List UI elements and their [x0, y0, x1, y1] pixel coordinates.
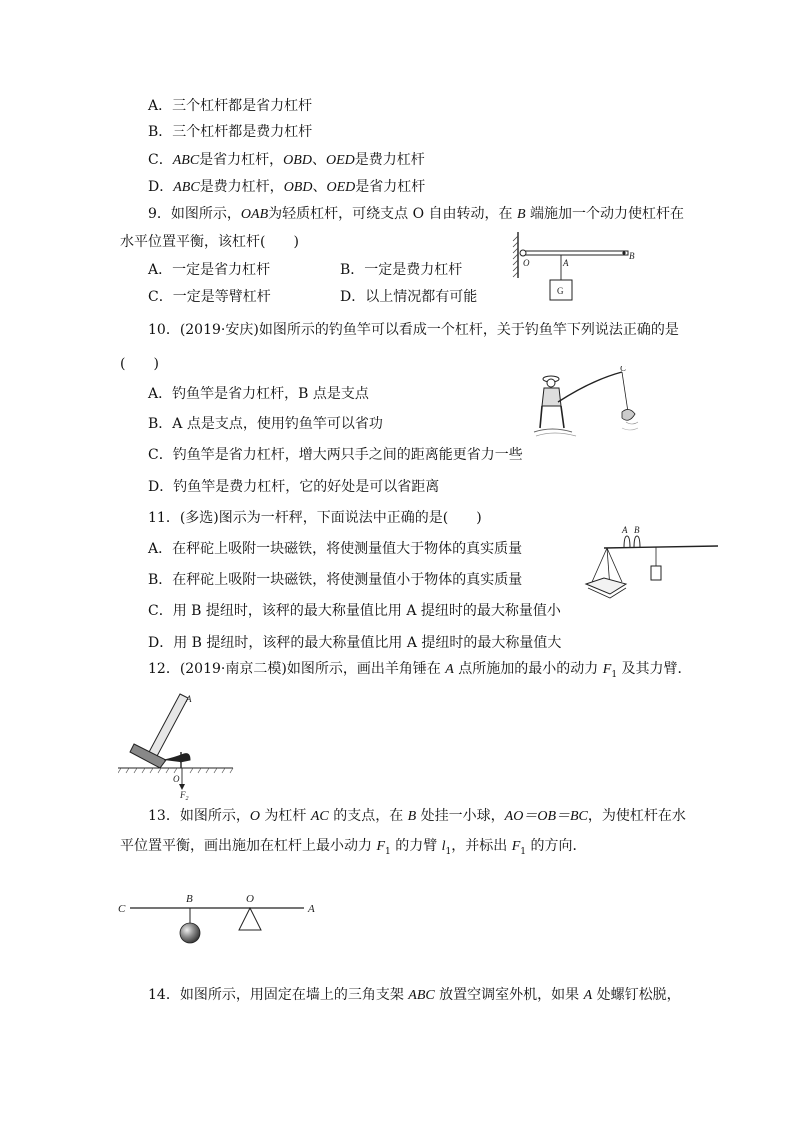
- q12-stem: 12．(2019·南京二模)如图所示，画出羊角锤在 A 点所施加的最小的动力 $F_1$ 及其力臂．: [148, 661, 692, 680]
- q9-label-b: B: [629, 251, 635, 261]
- q9-lever-figure: [508, 228, 638, 306]
- q8-option-a: A．三个杠杆都是省力杠杆: [148, 98, 313, 114]
- q12-claw-hammer-figure: [118, 690, 238, 800]
- q14-stem: 14．如图所示，用固定在墙上的三角支架 ABC 放置空调室外机，如果 A 处螺钉松脱，: [148, 987, 681, 1003]
- q13-lever-figure: [116, 890, 326, 948]
- q11-option-a: A．在秤砣上吸附一块磁铁，将使测量值大于物体的真实质量: [148, 541, 523, 557]
- q13-stem-line1: 13．如图所示，O 为杠杆 AC 的支点，在 B 处挂一小球，AO＝OB＝BC，为使杠杆在水: [148, 808, 686, 824]
- q13-label-o: O: [246, 893, 254, 905]
- q13-label-c: C: [118, 903, 126, 915]
- q9-stem-line2: 水平位置平衡，该杠杆( ): [120, 234, 299, 250]
- q11-label-b: B: [634, 525, 640, 535]
- q11-label-a: A: [622, 525, 628, 535]
- q13-label-b: B: [186, 893, 193, 905]
- q9-stem-line1: 9．如图所示，OAB为轻质杠杆，可绕支点 O 自由转动，在 B 端施加一个动力使杠杆在: [148, 206, 684, 222]
- q11-option-c: C．用 B 提纽时，该秤的最大称量值比用 A 提纽时的最大称量值小: [148, 603, 561, 619]
- q9-option-c: C．一定是等臂杠杆: [148, 289, 271, 305]
- q11-stem: 11．(多选)图示为一杆秤，下面说法中正确的是( ): [148, 510, 482, 526]
- q11-option-b: B．在秤砣上吸附一块磁铁，将使测量值小于物体的真实质量: [148, 572, 523, 588]
- q10-label-c: C: [620, 366, 627, 373]
- q12-label-o: O: [173, 774, 180, 784]
- q10-option-d: D．钓鱼竿是费力杠杆，它的好处是可以省距离: [148, 479, 440, 495]
- q8-option-c: C．ABC是省力杠杆，OBD、OED是费力杠杆: [148, 152, 425, 168]
- q10-option-a: A．钓鱼竿是省力杠杆，B 点是支点: [148, 386, 369, 402]
- q9-label-a: A: [563, 258, 569, 268]
- q11-option-d: D．用 B 提纽时，该秤的最大称量值比用 A 提纽时的最大称量值大: [148, 635, 562, 651]
- q12-label-f2: $F_2$: [180, 790, 189, 800]
- q10-option-c: C．钓鱼竿是省力杠杆，增大两只手之间的距离能更省力一些: [148, 447, 523, 463]
- q9-label-g: G: [557, 286, 564, 296]
- q13-label-a: A: [308, 903, 315, 915]
- q13-stem-line2: 平位置平衡，画出施加在杠杆上最小动力 $F_1$ 的力臂 $l_1$，并标出 $F_1$ 的方向．: [120, 838, 587, 857]
- q10-fishing-rod-figure: [532, 366, 642, 440]
- q10-stem-line1: 10．(2019·安庆)如图所示的钓鱼竿可以看成一个杠杆，关于钓鱼竿下列说法正确的是: [148, 322, 679, 338]
- q9-option-b: B．一定是费力杠杆: [340, 262, 463, 278]
- q10-option-b: B．A 点是支点，使用钓鱼竿可以省功: [148, 416, 383, 432]
- q11-steelyard-figure: [580, 522, 720, 602]
- q10-stem-line2: ( ): [120, 356, 159, 372]
- q9-label-o: O: [523, 258, 530, 268]
- q8-option-d: D．ABC是费力杠杆，OBD、OED是省力杠杆: [148, 179, 426, 195]
- q9-option-d: D．以上情况都有可能: [340, 289, 478, 305]
- q8-option-b: B．三个杠杆都是费力杠杆: [148, 124, 313, 140]
- q12-label-a: A: [186, 694, 192, 704]
- q9-option-a: A．一定是省力杠杆: [148, 262, 271, 278]
